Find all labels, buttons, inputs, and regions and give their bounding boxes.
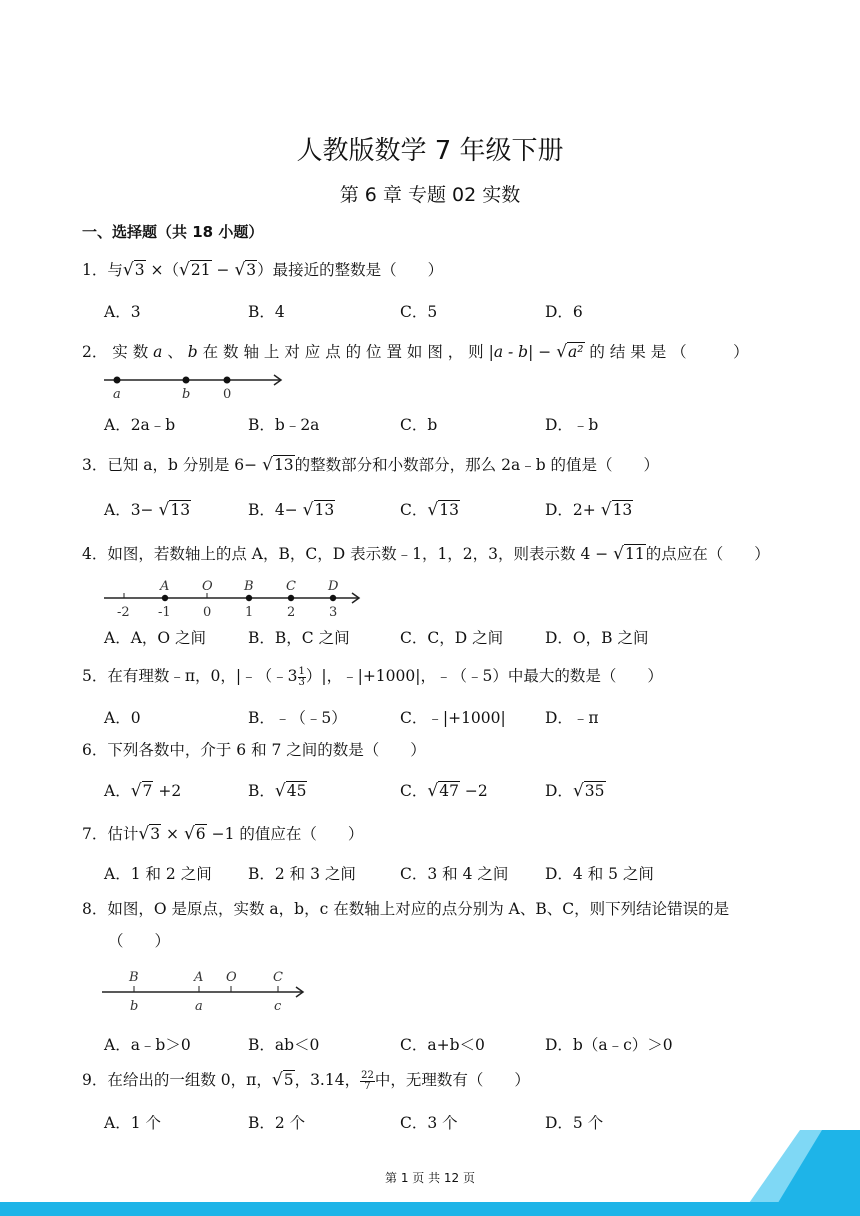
q2-option-c: C．b <box>400 416 438 434</box>
q1-option-d: D．6 <box>545 303 583 321</box>
q8-option-b: B．ab＜0 <box>248 1036 320 1054</box>
section-heading: 一、选择题（共 18 小题） <box>82 223 264 241</box>
q9-option-b: B．2 个 <box>248 1114 306 1132</box>
number-line-q8 <box>98 964 314 1016</box>
q5-option-d: D．﹣π <box>545 709 599 727</box>
q4-option-b: B．B，C 之间 <box>248 629 350 647</box>
question-1: 1．与√3 ×（√21 − √3）最接近的整数是（ ） <box>82 260 444 280</box>
q3-option-a: A．3− √13 <box>104 500 191 520</box>
tick-m1: -1 <box>158 605 171 620</box>
label-A: A <box>194 970 204 985</box>
page-number: 第 1 页 共 12 页 <box>385 1171 475 1185</box>
question-6: 6．下列各数中，介于 6 和 7 之间的数是（ ） <box>82 741 426 759</box>
q6-option-b: B．√45 <box>248 781 307 801</box>
q1-option-c: C．5 <box>400 303 438 321</box>
q4-option-c: C．C，D 之间 <box>400 629 504 647</box>
q5-option-c: C．﹣|+1000| <box>400 709 506 727</box>
label-zero: 0 <box>223 387 232 402</box>
q4-option-a: A．A，O 之间 <box>104 629 207 647</box>
label-D: D <box>328 579 339 594</box>
label-O: O <box>226 970 237 985</box>
q1-option-b: B．4 <box>248 303 285 321</box>
question-5: 5．在有理数﹣π，0，|﹣（﹣3 $\frac{1}{3}$ ）|，﹣|+1000|，﹣（﹣5）中最大的数是（ ） <box>82 665 663 688</box>
q2-option-d: D．﹣b <box>545 416 599 434</box>
tick-0: 0 <box>203 605 212 620</box>
label-C: C <box>273 970 283 985</box>
label-B: B <box>244 579 254 594</box>
q6-option-d: D．√35 <box>545 781 605 801</box>
question-4: 4．如图，若数轴上的点 A，B，C，D 表示数﹣1，1，2，3，则表示数 4 − √11的点应在（ ） <box>82 544 770 564</box>
number-line-q4 <box>100 574 370 620</box>
q3-option-b: B．4− √13 <box>248 500 335 520</box>
label-b: b <box>130 999 139 1014</box>
question-3: 3．已知 a，b 分别是 6− √13的整数部分和小数部分，那么 2a﹣b 的值是（ ） <box>82 455 660 475</box>
page-subtitle: 第 6 章 专题 02 实数 <box>339 184 521 206</box>
label-a: a <box>195 999 203 1014</box>
point-zero <box>224 377 231 384</box>
q6-option-c: C．√47 −2 <box>400 781 488 801</box>
q7-option-a: A．1 和 2 之间 <box>104 865 212 883</box>
label-c: c <box>274 999 282 1014</box>
tick-m2: -2 <box>117 605 130 620</box>
label-O: O <box>202 579 213 594</box>
number-line-q2 <box>100 368 290 404</box>
label-a: a <box>113 387 121 402</box>
q7-option-c: C．3 和 4 之间 <box>400 865 509 883</box>
question-8: 8．如图，O 是原点，实数 a，b，c 在数轴上对应的点分别为 A、B、C，则下列结论错误的是 <box>82 900 730 918</box>
q8-option-a: A．a﹣b＞0 <box>104 1036 191 1054</box>
q2-option-b: B．b﹣2a <box>248 416 320 434</box>
tick-1: 1 <box>245 605 254 620</box>
q1-option-a: A．3 <box>104 303 141 321</box>
label-C: C <box>286 579 296 594</box>
q7-option-b: B．2 和 3 之间 <box>248 865 356 883</box>
q6-option-a: A．√7 +2 <box>104 781 182 801</box>
question-8-blank: （ ） <box>108 932 171 950</box>
q5-option-b: B．﹣（﹣5） <box>248 709 347 727</box>
q9-option-d: D．5 个 <box>545 1114 604 1132</box>
label-A: A <box>160 579 170 594</box>
q7-option-d: D．4 和 5 之间 <box>545 865 654 883</box>
question-2: 2． 实 数 a 、 b 在 数 轴 上 对 应 点 的 位 置 如 图 ， 则 |a - b| − √a² 的 结 果 是 （ ） <box>82 342 749 362</box>
q3-option-d: D．2+ √13 <box>545 500 633 520</box>
question-7: 7．估计√3 × √6 −1 的值应在（ ） <box>82 824 364 844</box>
q9-option-a: A．1 个 <box>104 1114 161 1132</box>
q5-option-a: A．0 <box>104 709 141 727</box>
tick-3: 3 <box>329 605 338 620</box>
q8-option-c: C．a+b＜0 <box>400 1036 485 1054</box>
q8-option-d: D．b（a﹣c）＞0 <box>545 1036 673 1054</box>
q4-option-d: D．O，B 之间 <box>545 629 649 647</box>
q2-option-a: A．2a﹣b <box>104 416 176 434</box>
page-title: 人教版数学 7 年级下册 <box>296 136 564 166</box>
label-b: b <box>182 387 191 402</box>
q3-option-c: C．√13 <box>400 500 459 520</box>
question-9: 9．在给出的一组数 0，π，√5，3.14， $\frac{22}{7}$ 中，无理数有（ ） <box>82 1069 530 1092</box>
tick-2: 2 <box>287 605 296 620</box>
point-a <box>114 377 121 384</box>
q9-option-c: C．3 个 <box>400 1114 458 1132</box>
label-B: B <box>129 970 139 985</box>
point-b <box>183 377 190 384</box>
